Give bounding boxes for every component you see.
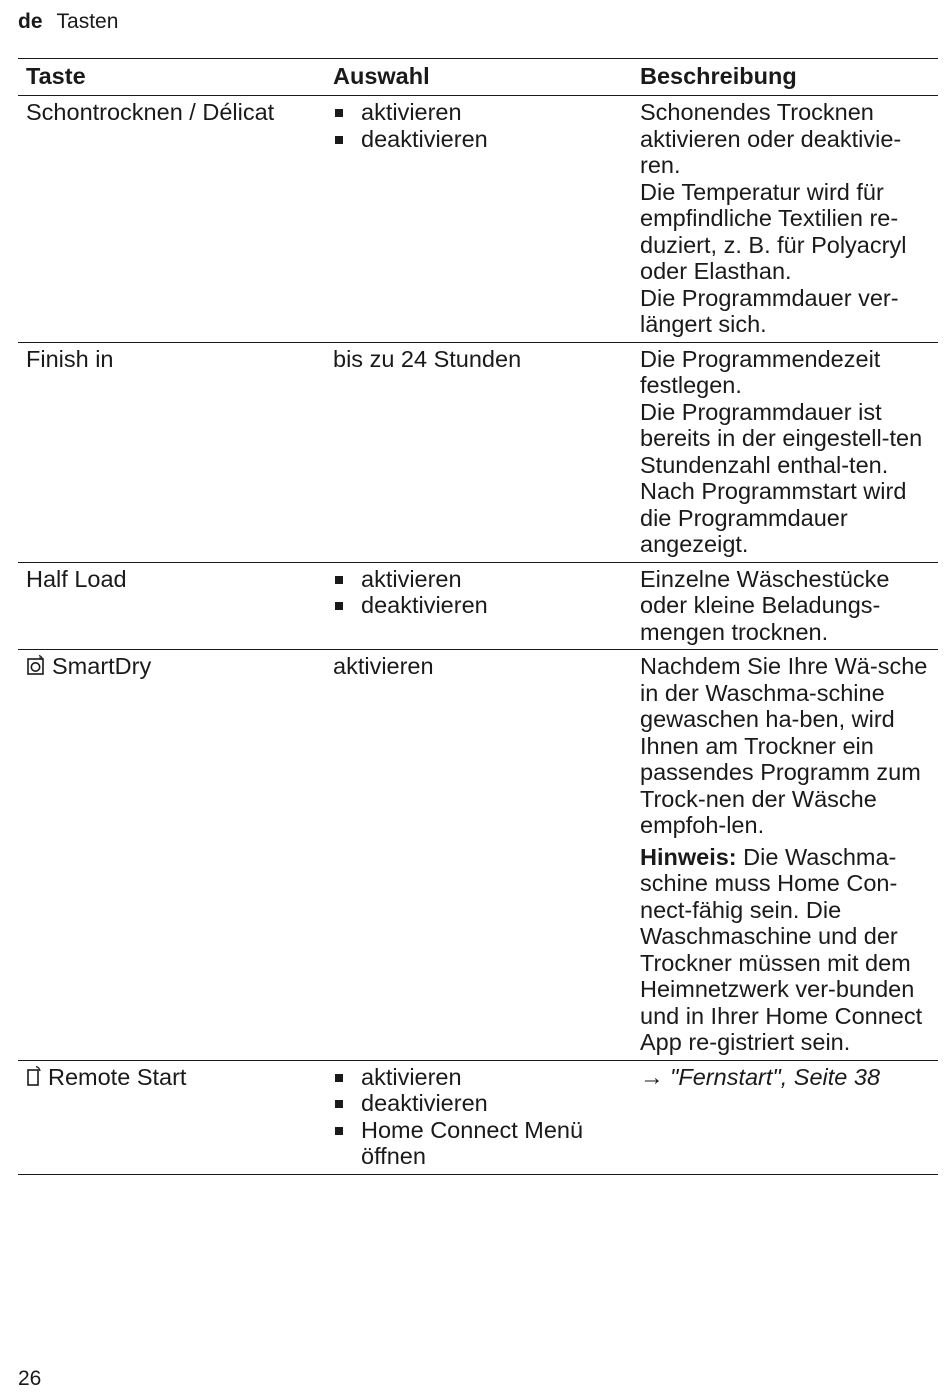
option-item: deaktivieren <box>333 592 624 619</box>
note-label: Hinweis: <box>640 843 737 870</box>
page-number: 26 <box>18 1367 42 1390</box>
description-cell <box>632 562 938 650</box>
cross-reference-link[interactable]: → "Fernstart", Seite 38 <box>640 1063 881 1090</box>
table-row <box>18 96 938 343</box>
selection-cell <box>325 96 632 343</box>
remote-start-icon <box>26 1065 42 1093</box>
description-paragraph: Die Programmdauer ist bereits in der eingestell-ten Stundenzahl enthal-ten. <box>640 398 923 478</box>
selection-cell <box>325 1060 632 1174</box>
page-header <box>18 8 118 36</box>
option-item: aktivieren <box>333 566 624 593</box>
language-code: de <box>18 10 43 33</box>
description-cell <box>632 1060 938 1174</box>
key-label: Remote Start <box>48 1063 187 1090</box>
description-paragraph: Schonendes Trocknen aktivieren oder deaktivie-ren. <box>640 99 902 178</box>
selection-cell <box>325 562 632 650</box>
description-paragraph: Die Programmendezeit festlegen. <box>640 345 881 398</box>
keys-table <box>18 58 938 1175</box>
section-title: Tasten <box>56 10 119 33</box>
table-header-row <box>18 59 938 96</box>
table-row <box>18 562 938 650</box>
table-row <box>18 650 938 1061</box>
option-list <box>333 99 624 152</box>
option-item: Home Connect Menü öffnen <box>333 1117 624 1170</box>
note-paragraph <box>640 844 936 1056</box>
smartdry-icon <box>26 654 46 682</box>
description-paragraph: Nach Programmstart wird die Programmdauer angezeigt. <box>640 478 907 557</box>
table-row <box>18 342 938 562</box>
key-cell <box>18 1060 325 1174</box>
column-header-beschreibung: Beschreibung <box>632 59 938 96</box>
description-cell <box>632 342 938 562</box>
table-row <box>18 1060 938 1174</box>
description-cell <box>632 96 938 343</box>
description-paragraph: Die Temperatur wird für empfindliche Textilien re-duziert, z. B. für Polyacryl oder Elasthan. <box>640 178 907 284</box>
column-header-taste: Taste <box>18 59 325 96</box>
option-item: aktivieren <box>333 1064 624 1091</box>
key-cell: Half Load <box>18 562 325 650</box>
column-header-auswahl: Auswahl <box>325 59 632 96</box>
description-cell <box>632 650 938 1061</box>
key-label: SmartDry <box>52 653 152 679</box>
option-list <box>333 1064 624 1170</box>
option-item: deaktivieren <box>333 126 624 153</box>
key-cell <box>18 650 325 1061</box>
selection-cell: aktivieren <box>325 650 632 1061</box>
option-item: aktivieren <box>333 99 624 126</box>
selection-cell: bis zu 24 Stunden <box>325 342 632 562</box>
key-cell: Finish in <box>18 342 325 562</box>
description-paragraph: Nachdem Sie Ihre Wä-sche in der Waschma-schine gewaschen ha-ben, wird Ihnen am Trockner ein passendes Programm zum Trock-nen der Wäsche empfoh-len. <box>640 653 928 838</box>
description-paragraph: Einzelne Wäschestücke oder kleine Beladungs-mengen trocknen. <box>640 565 890 645</box>
note-text: Die Waschma-schine muss Home Con-nect-fähig sein. Die Waschmaschine und der Trockner müssen mit dem Heimnetzwerk ver-bunden und in Ihrer Home Connect App re-gistriert sein. <box>640 843 923 1055</box>
key-cell: Schontrocknen / Délicat <box>18 96 325 343</box>
description-paragraph: Die Programmdauer ver-längert sich. <box>640 284 899 337</box>
option-item: deaktivieren <box>333 1090 624 1117</box>
option-list <box>333 566 624 619</box>
